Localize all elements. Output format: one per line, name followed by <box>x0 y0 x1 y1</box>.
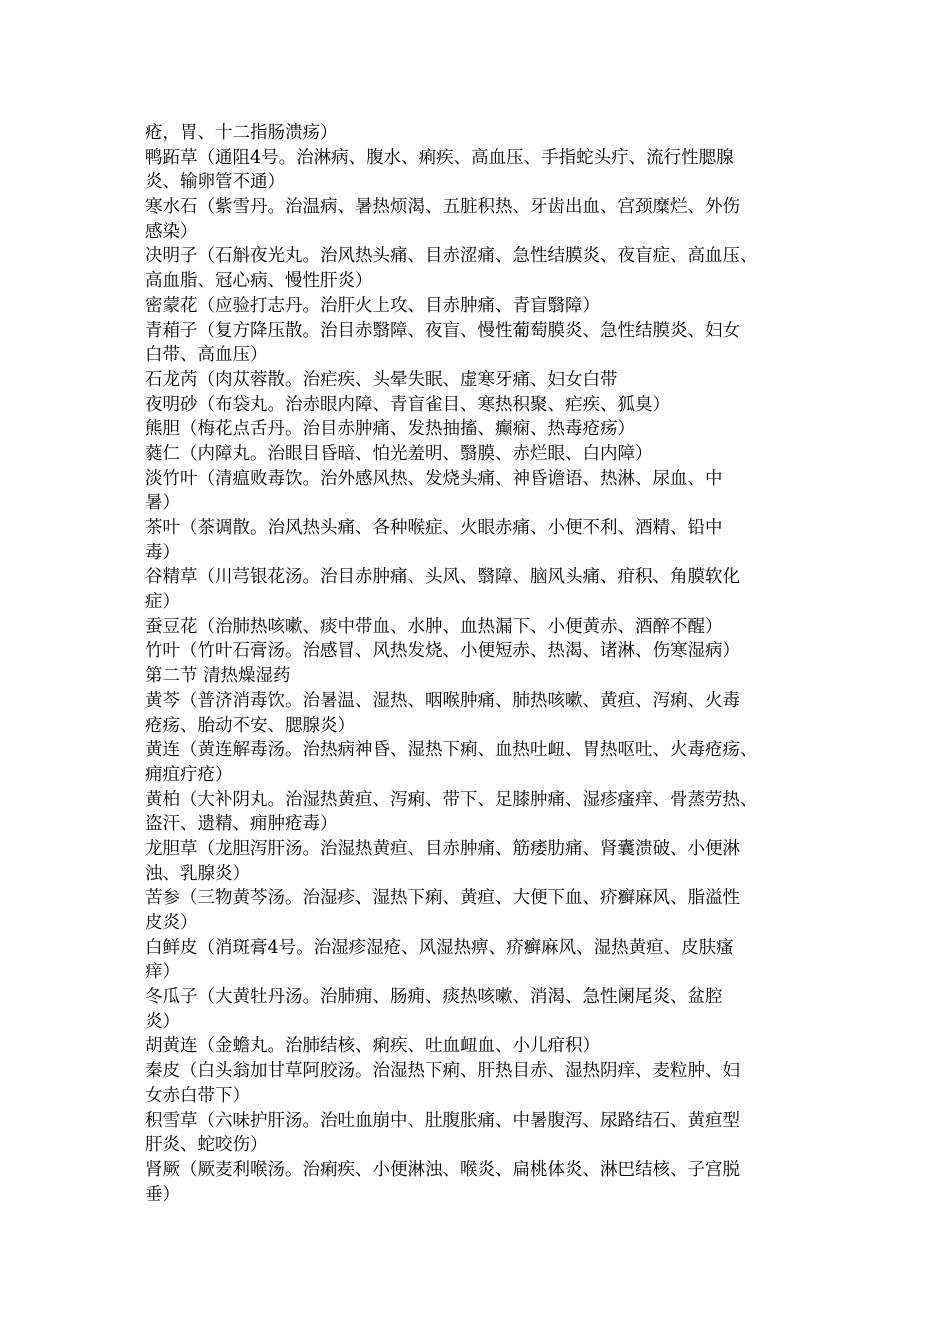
text-line: 痈疽疔疮） <box>145 764 233 785</box>
text-line: 蚕豆花（治肺热咳嗽、痰中带血、水肿、血热漏下、小便黄赤、酒醉不醒） <box>145 616 723 637</box>
text-line: 炎） <box>145 1011 180 1032</box>
text-line: 疮疡、胎动不安、腮腺炎） <box>145 715 355 736</box>
text-line: 症） <box>145 592 180 613</box>
text-line: 垂） <box>145 1184 180 1205</box>
text-line: 毒） <box>145 542 180 563</box>
text-line: 女赤白带下） <box>145 1085 250 1106</box>
text-line: 疮，胃、十二指肠溃疡） <box>145 123 338 143</box>
text-line: 石龙芮（肉苁蓉散。治疟疾、头晕失眠、虚寒牙痛、妇女白带 <box>145 369 618 390</box>
text-line: 黄芩（普济消毒饮。治暑温、湿热、咽喉肿痛、肺热咳嗽、黄疸、泻痢、火毒 <box>145 690 740 711</box>
text-line: 积雪草（六味护肝汤。治吐血崩中、肚腹胀痛、中暑腹泻、尿路结石、黄疸型 <box>145 1110 740 1131</box>
text-line: 白带、高血压） <box>145 345 268 366</box>
text-line: 黄柏（大补阴丸。治湿热黄疸、泻痢、带下、足膝肿痛、湿疹瘙痒、骨蒸劳热、 <box>145 789 758 810</box>
text-line: 黄连（黄连解毒汤。治热病神昏、湿热下痢、血热吐衄、胃热呕吐、火毒疮疡、 <box>145 740 758 761</box>
text-line: 冬瓜子（大黄牡丹汤。治肺痈、肠痈、痰热咳嗽、消渴、急性阑尾炎、盆腔 <box>145 987 723 1008</box>
text-line: 蕤仁（内障丸。治眼目昏暗、怕光羞明、翳膜、赤烂眼、白内障） <box>145 443 653 464</box>
text-line: 夜明砂（布袋丸。治赤眼内障、青盲雀目、寒热积聚、疟疾、狐臭） <box>145 394 670 415</box>
text-line: 皮炎） <box>145 913 198 933</box>
text-line: 第二节 清热燥湿药 <box>145 666 291 687</box>
text-line: 白鲜皮（消斑膏4号。治湿疹湿疮、风湿热痹、疥癣麻风、湿热黄疸、皮肤瘙 <box>145 937 734 958</box>
text-line: 痒） <box>145 962 180 983</box>
text-line: 苦参（三物黄芩汤。治湿疹、湿热下痢、黄疸、大便下血、疥癣麻风、脂溢性 <box>145 888 740 909</box>
text-line: 鸭跖草（通阻4号。治淋病、腹水、痢疾、高血压、手指蛇头疔、流行性腮腺 <box>145 147 734 168</box>
text-line: 浊、乳腺炎） <box>145 863 250 884</box>
text-line: 密蒙花（应验打志丹。治肝火上攻、目赤肿痛、青盲翳障） <box>145 295 600 316</box>
text-line: 高血脂、冠心病、慢性肝炎） <box>145 271 373 292</box>
text-line: 胡黄连（金蟾丸。治肺结核、痢疾、吐血衄血、小儿疳积） <box>145 1036 600 1057</box>
text-line: 肾厥（厥麦利喉汤。治痢疾、小便淋浊、喉炎、扁桃体炎、淋巴结核、子宫脱 <box>145 1159 740 1180</box>
text-line: 竹叶（竹叶石膏汤。治感冒、风热发烧、小便短赤、热渴、诸淋、伤寒湿病） <box>145 641 740 662</box>
text-line: 决明子（石斛夜光丸。治风热头痛、目赤涩痛、急性结膜炎、夜盲症、高血压、 <box>145 246 758 267</box>
text-line: 青葙子（复方降压散。治目赤翳障、夜盲、慢性葡萄膜炎、急性结膜炎、妇女 <box>145 320 740 341</box>
text-line: 谷精草（川芎银花汤。治目赤肿痛、头风、翳障、脑风头痛、疳积、角膜软化 <box>145 567 740 588</box>
text-line: 茶叶（茶调散。治风热头痛、各种喉症、火眼赤痛、小便不利、酒精、铅中 <box>145 518 723 538</box>
text-line: 熊胆（梅花点舌丹。治目赤肿痛、发热抽搐、癫痫、热毒疮疡） <box>145 419 635 440</box>
text-line: 寒水石（紫雪丹。治温病、暑热烦渴、五脏积热、牙齿出血、宫颈糜烂、外伤 <box>145 197 740 218</box>
text-line: 暑） <box>145 493 180 514</box>
text-line: 淡竹叶（清瘟败毒饮。治外感风热、发烧头痛、神昏谵语、热淋、尿血、中 <box>145 468 723 489</box>
text-line: 龙胆草（龙胆泻肝汤。治湿热黄疸、目赤肿痛、筋痿肋痛、肾囊溃破、小便淋 <box>145 838 740 859</box>
text-line: 盗汗、遗精、痈肿疮毒） <box>145 814 338 835</box>
text-line: 炎、输卵管不通） <box>145 172 285 193</box>
text-line: 秦皮（白头翁加甘草阿胶汤。治湿热下痢、肝热目赤、湿热阴痒、麦粒肿、妇 <box>145 1061 740 1082</box>
text-line: 感染） <box>145 221 198 242</box>
text-line: 肝炎、蛇咬伤） <box>145 1135 268 1156</box>
document-body <box>145 121 817 1207</box>
